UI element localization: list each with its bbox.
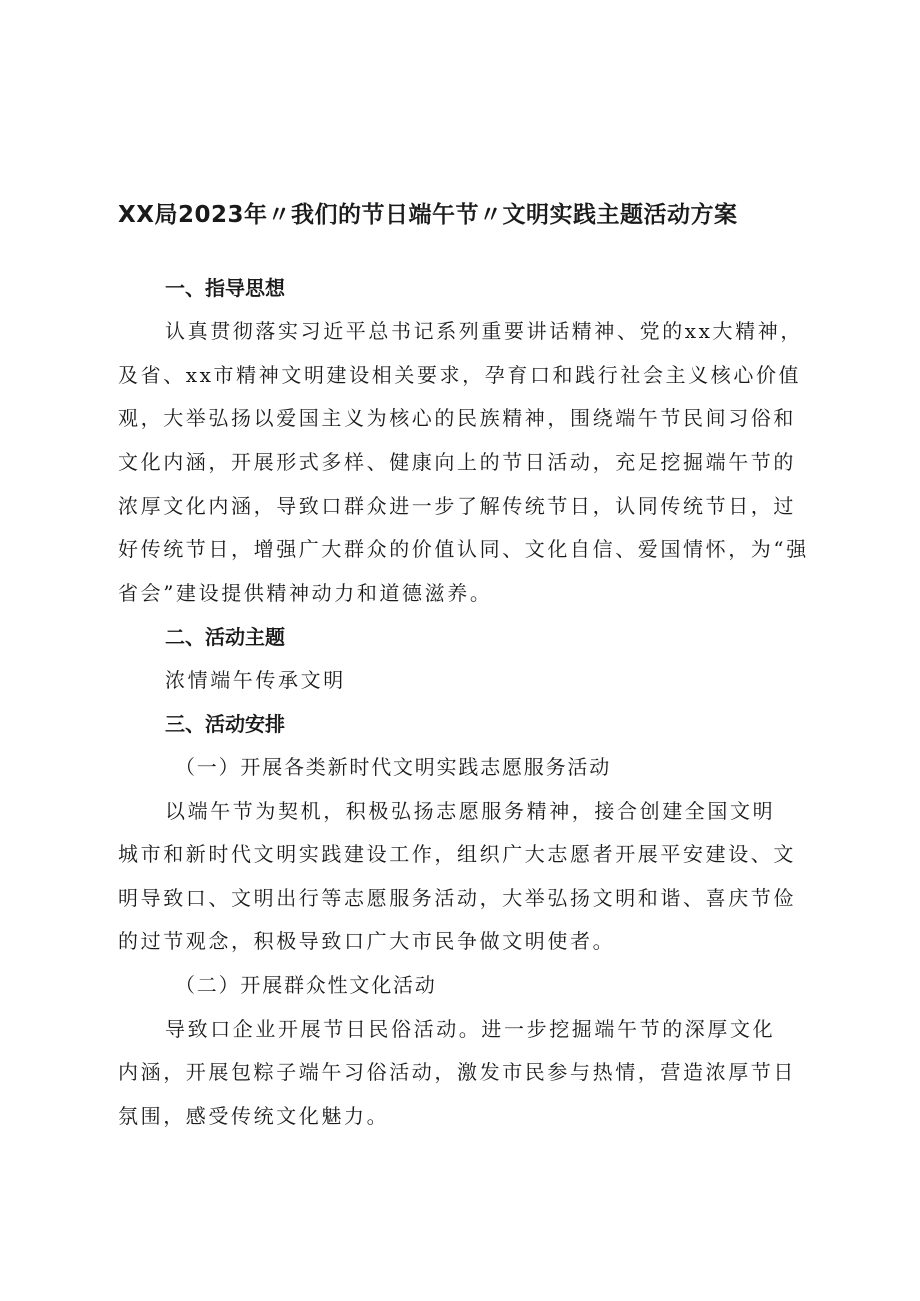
paragraph-line: 的过节观念，积极导致口广大市民争做文明使者。 bbox=[118, 929, 616, 953]
paragraph-line: 城市和新时代文明实践建设工作，组织广大志愿者开展平安建设、文 bbox=[118, 842, 796, 866]
section-heading-activity-theme: 二、活动主题 bbox=[165, 625, 285, 649]
paragraph-line: 以端午节为契机，积极弘扬志愿服务精神，接合创建全国文明 bbox=[165, 799, 776, 823]
paragraph-line: 导致口企业开展节日民俗活动。进一步挖掘端午节的深厚文化 bbox=[165, 1017, 776, 1041]
document-title: XX局2023年〃我们的节日端午节〃文明实践主题活动方案 bbox=[118, 202, 738, 228]
paragraph-line: 认真贯彻落实习近平总书记系列重要讲话精神、党的xx大精神， bbox=[165, 319, 803, 343]
paragraph-line: 明导致口、文明出行等志愿服务活动，大举弘扬文明和谐、喜庆节俭 bbox=[118, 886, 796, 910]
section-heading-activity-arrangement: 三、活动安排 bbox=[165, 712, 285, 736]
section-heading-guiding-thought: 一、指导思想 bbox=[165, 276, 285, 300]
paragraph-line: 观，大举弘扬以爱国主义为核心的民族精神，围绕端午节民间习俗和 bbox=[118, 406, 796, 430]
paragraph-line: 好传统节日，增强广大群众的价值认同、文化自信、爱国情怀，为“强 bbox=[118, 537, 809, 561]
paragraph-line: 省会”建设提供精神动力和道德滋养。 bbox=[118, 581, 493, 605]
paragraph-line: 浓厚文化内涵，导致口群众进一步了解传统节日，认同传统节日，过 bbox=[118, 494, 796, 518]
subsection-heading-cultural-activities: （二）开展群众性文化活动 bbox=[175, 973, 437, 997]
activity-theme-text: 浓情端午传承文明 bbox=[165, 668, 346, 692]
paragraph-line: 氛围，感受传统文化魅力。 bbox=[118, 1104, 390, 1128]
paragraph-line: 内涵，开展包粽子端午习俗活动，激发市民参与热情，营造浓厚节日 bbox=[118, 1060, 796, 1084]
subsection-heading-volunteer-service: （一）开展各类新时代文明实践志愿服务活动 bbox=[175, 755, 611, 779]
paragraph-line: 及省、xx市精神文明建设相关要求，孕育口和践行社会主义核心价值 bbox=[118, 363, 802, 387]
paragraph-line: 文化内涵，开展形式多样、健康向上的节日活动，充足挖掘端午节的 bbox=[118, 450, 796, 474]
